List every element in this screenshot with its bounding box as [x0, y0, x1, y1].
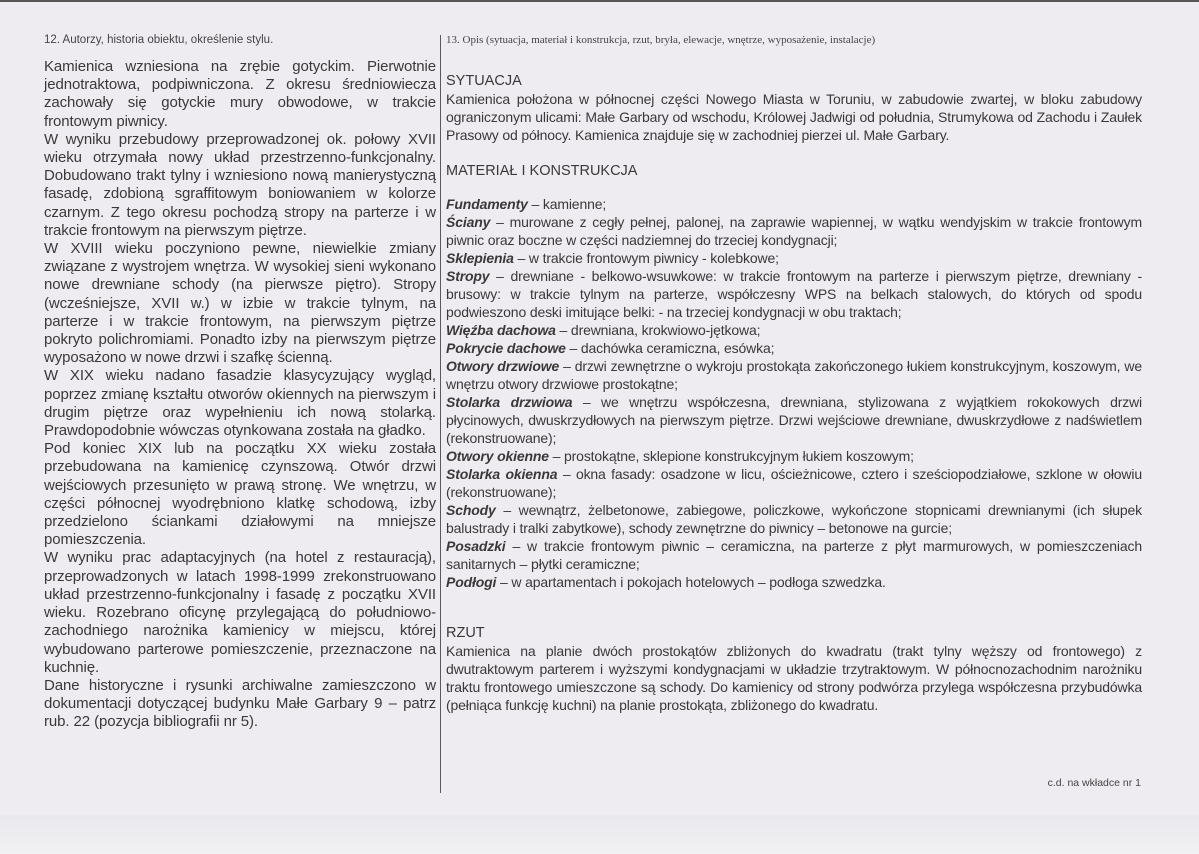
description-column [446, 34, 1142, 732]
material-item-label: Otwory okienne [446, 448, 549, 464]
material-item-label: Stropy [446, 268, 490, 284]
history-paragraph: Kamienica wzniesiona na zrębie gotyckim. Pierwotnie jednotraktowa, podpiwniczona. Z okresu średniowiecza zachowały się gotyckie mury obwodowe, w trakcie frontowym piwnicy. [44, 58, 436, 130]
material-item-text: – drzwi zewnętrzne o wykroju prostokąta zakończonego łukiem konstrukcyjnym, koszowym, we wnętrzu otwory drzwiowe prostokątne; [446, 358, 1142, 392]
material-item [446, 537, 1142, 573]
material-item-label: Sklepienia [446, 250, 514, 266]
page-bottom-margin [0, 815, 1199, 854]
history-paragraph: W wyniku przebudowy przeprowadzonej ok. połowy XVII wieku otrzymała nowy układ przestrzenno-funkcjonalny. Dobudowano trakt tylny i wzniesiono nową manierystyczną fasadę, zdobioną sgraffitowym boniowaniem w kolorze czarnym. Z tego okresu pochodzą stropy na parterze i w trakcie frontowym na pierwszym piętrze. [44, 130, 436, 239]
material-item-label: Pokrycie dachowe [446, 340, 566, 356]
material-item [446, 321, 1142, 339]
material-item-text: – dachówka ceramiczna, esówka; [565, 340, 775, 356]
history-column [44, 34, 436, 732]
material-list [446, 195, 1142, 591]
material-item-text: – drewniane - belkowo-wsuwkowe: w trakcie frontowym na parterze i pierwszym piętrze, drewniany - brusowy: w trakcie tylnym na parterze, współczesny WPS na belkach stalowych, do których od spodu podwieszono deski imitujące belki: - na trzeciej kondygnacji w obu traktach; [446, 268, 1142, 320]
material-item-label: Posadzki [446, 538, 506, 554]
material-item-text: – wewnątrz, żelbetonowe, zabiegowe, policzkowe, wykończone stopnicami drewnianymi (ich słupek balustrady i tralki zabytkowe), schody zewnętrzne do piwnicy – betonowe na gurcie; [446, 502, 1142, 536]
material-heading: MATERIAŁ I KONSTRUKCJA [446, 163, 638, 179]
material-item-label: Stolarka drzwiowa [446, 394, 573, 410]
material-item [446, 195, 1142, 213]
material-item [446, 339, 1142, 357]
column-divider [440, 35, 441, 793]
sytuacja-text: Kamienica położona w północnej części Nowego Miasta w Toruniu, w zabudowie zwartej, w bloku zabudowy ograniczonym ulicami: Małe Garbary od wschodu, Królowej Jadwigi od południa, Strumykowa od Zachodu i Zaułek Prasowy od północy. Kamienica znajduje się w zachodniej pierzei ul. Małe Garbary. [446, 91, 1142, 143]
history-paragraph: Pod koniec XIX lub na początku XX wieku została przebudowana na kamienicę czynszową. Otwór drzwi wejściowych przesunięto w prawą stronę. We wnętrzu, w części północnej wyodrębniono klatkę schodową, izby przedzielono ściankami działowymi na mniejsze pomieszczenia. [44, 440, 436, 549]
material-item-text: – murowane z cegły pełnej, palonej, na zaprawie wapiennej, w wątku wendyjskim w trakcie frontowym piwnic oraz boczne w części nadziemnej do trzeciej kondygnacji; [446, 214, 1142, 248]
material-item [446, 249, 1142, 267]
material-item-text: – w trakcie frontowym piwnicy - kolebkowe; [513, 250, 779, 266]
material-item-label: Fundamenty [446, 196, 528, 212]
material-item-label: Podłogi [446, 574, 497, 590]
page-top-edge [0, 0, 1199, 2]
material-item-text: – w apartamentach i pokojach hotelowych – podłoga szwedzka. [496, 574, 886, 590]
sytuacja-heading: SYTUACJA [446, 73, 522, 89]
history-paragraph: W wyniku prac adaptacyjnych (na hotel z restauracją), przeprowadzonych w latach 1998-1999 zrekonstruowano układ przestrzenno-funkcjonalny i fasadę z początku XVII wieku. Rozebrano oficynę przylegającą do południowo-zachodniego narożnika kamienicy w miejscu, której wybudowano parterowe pomieszczenie, przeznaczone na kuchnię. [44, 549, 436, 676]
history-paragraph: W XVIII wieku poczyniono pewne, niewielkie zmiany związane z wystrojem wnętrza. W wysokiej sieni wykonano nowe drewniane schody (na pierwsze piętro). Stropy (wcześniejsze, XVII w.) w izbie w trakcie tylnym, na parterze i w trakcie frontowym, na pierwszym piętrze pokryto polichromiami. Ponadto izby na pierwszym piętrze wyposażono w nowe drzwi i szafkę ścienną. [44, 240, 436, 367]
material-item [446, 393, 1142, 447]
material-item [446, 267, 1142, 321]
material-item [446, 501, 1142, 537]
material-item [446, 447, 1142, 465]
material-item [446, 213, 1142, 249]
material-item-text: – kamienne; [527, 196, 607, 212]
material-item-label: Ściany [446, 214, 491, 230]
material-item-text: – drewniana, krokwiowo-jętkowa; [555, 322, 761, 338]
material-item-text: – okna fasady: osadzone w licu, ościeżnicowe, cztero i sześciopodziałowe, szklone w ołowiu (rekonstruowane); [446, 466, 1142, 500]
material-item-text: – we wnętrzu współczesna, drewniana, stylizowana z wyjątkiem rokokowych drzwi płycinowych, dwuskrzydłowych na pierwszym piętrze. Drzwi wejściowe drewniane, dwuskrzydłowe z nadświetlem (rekonstruowane); [446, 394, 1142, 446]
material-item-label: Stolarka okienna [446, 466, 558, 482]
material-item-label: Otwory drzwiowe [446, 358, 560, 374]
sytuacja-section [446, 72, 1142, 144]
rzut-heading: RZUT [446, 625, 485, 641]
section-13-header: 13. Opis (sytuacja, materiał i konstrukcja, rzut, bryła, elewacje, wnętrze, wyposażenie, instalacje) [446, 34, 876, 46]
rzut-text: Kamienica na planie dwóch prostokątów zbliżonych do kwadratu (trakt tylny węższy od frontowego) z dwutraktowym parterem i wyższymi kondygnacjami w układzie trzytraktowym. W północnozachodnim narożniku traktu frontowego umieszczone są schody. Do kamienicy od strony podwórza przylega współczesna przybudówka (pełniąca funkcję kuchni) na planie prostokąta, zbliżonego do kwadratu. [446, 643, 1142, 713]
history-paragraph: Dane historyczne i rysunki archiwalne zamieszczono w dokumentacji dotyczącej budynku Małe Garbary 9 – patrz rub. 22 (pozycja bibliografii nr 5). [44, 676, 436, 731]
material-item [446, 573, 1142, 591]
material-item [446, 357, 1142, 393]
material-item-text: – w trakcie frontowym piwnic – ceramiczna, na parterze z płyt marmurowych, w pomieszczeniach sanitarnych – płytki ceramiczne; [446, 538, 1142, 572]
material-item-label: Schody [446, 502, 496, 518]
material-section [446, 162, 1142, 591]
history-paragraph: W XIX wieku nadano fasadzie klasycyzujący wygląd, poprzez zmianę kształtu otworów okiennych na pierwszym i drugim piętrze oraz wypełnieniu ich nową stolarką. Prawdopodobnie wówczas otynkowana została na gładko. [44, 367, 436, 440]
rzut-section [446, 624, 1142, 714]
material-item [446, 465, 1142, 501]
continuation-note: c.d. na wkładce nr 1 [1047, 777, 1141, 789]
section-12-header: 12. Autorzy, historia obiektu, określenie stylu. [44, 34, 274, 46]
material-item-label: Więźba dachowa [446, 322, 556, 338]
material-item-text: – prostokątne, sklepione konstrukcyjnym łukiem koszowym; [548, 448, 914, 464]
